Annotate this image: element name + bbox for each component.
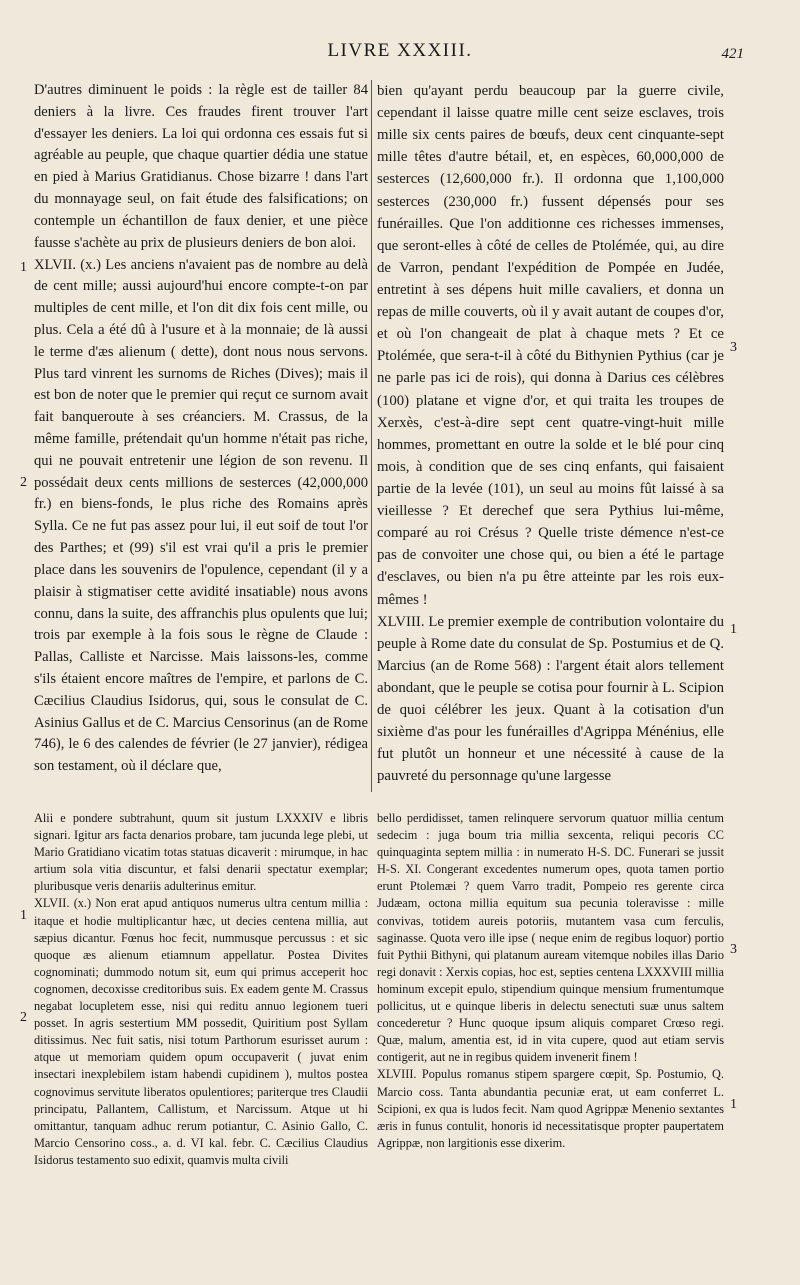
margin-number: 3 bbox=[730, 340, 737, 355]
french-text-right-column bbox=[377, 80, 724, 792]
page-number: 421 bbox=[721, 46, 744, 62]
latin-text-right-column bbox=[377, 810, 724, 1205]
latin-paragraph-section-47: XLVII. (x.) Non erat apud antiquos numerus ultra centum millia : itaque et hodie multiplicantur hæc, ut decies centena millia, aut sæpius dicantur. Fœnus hoc fecit, nummusque percussus : et sic quoque æs alienum etiamnum appellatur. Postea Divites cognominati; dummodo notum sit, eum qui primus acceperit hoc cognomen, decoxisse creditoribus suis. Ex eadem gente M. Crassus negabat locupletem esse, nisi qui reditu annuo legionem tueri posset. In agris sestertium MM possedit, Quiritium post Syllam ditissimus. Nec fuit satis, nisi totum Parthorum esurisset aurum : atque ut memoriam quidem opum occupaverit ( juvat enim insectari inexplebilem istam habendi cupidinem ), multos postea cognovimus servitute liberatos opulentiores; pariterque tres Claudii principatu, Pallantem, Callistum, et Narcissum. Atque ut hi omittantur, tanquam adhuc rerum potiantur, C. Asinio Gallo, C. Marcio Censorino coss., a. d. VI kal. febr. C. Cæcilius Claudius Isidorus testamento suo edixit, quamvis multa civili bbox=[34, 896, 368, 1167]
french-paragraph: bien qu'ayant perdu beaucoup par la guerre civile, cependant il laisse quatre mille cent seize esclaves, trois mille six cents paires de bœufs, deux cent cinquante-sept mille têtes d'autre bétail, et, en espèces, 60,000,000 de sesterces (12,600,000 fr.). Il ordonna que 1,100,000 sesterces (230,000 fr.) fussent dépensés pour ses funérailles. Que l'on additionne ces richesses immenses, que seront-elles à côté de celles de Ptolémée, qui, au dire de Varron, pendant l'expédition de Pompée en Judée, entretint à ses dépens huit mille cavaliers, et donna un repas de mille couverts, où il y avait autant de coupes d'or, et où l'on changeait de plat à chaque mets ? Et ce Ptolémée, que sera-t-il à côté du Bithynien Pythius (car je ne parle pas ici de rois), qui donna à Darius ces célèbres (100) platane et vigne d'or, et qui traita les troupes de Xerxès, c'est-à-dire sept cent quatre-vingt-huit mille hommes, promettant en outre la solde et le blé pour cinq mois, à condition que de ses cinq enfants, qui faisaient partie de la levée (101), un seul au moins fût laissé à sa vieillesse ? Et derechef que sera Pythius lui-même, comparé au roi Crésus ? Quelle triste démence n'est-ce pas de convoiter une chose qui, ou bien a été le partage d'esclaves, ou bien n'a pu être atteinte par les rois eux-mêmes ! bbox=[377, 83, 724, 608]
latin-paragraph-section-48: XLVIII. Populus romanus stipem spargere cœpit, Sp. Postumio, Q. Marcio coss. Tanta abundantia pecuniæ erat, ut eam conferret L. Scipioni, ex qua is ludos fecit. Nam quod Agrippæ Menenio sextantes æris in funus contulit, honoris id necessitatisque propter paupertatem Agrippæ, non largitionis esse dixerim. bbox=[377, 1067, 724, 1150]
latin-paragraph: Alii e pondere subtrahunt, quum sit justum LXXXIV e libris signari. Igitur ars facta denarios probare, tam jucunda lege plebi, ut Mario Gratidiano vicatim totas statuas dicaverit : mirumque, in hac artium sola vitia discuntur, et falsi denarii spectatur exemplar; pluribusque veris denariis adulterinus emitur. bbox=[34, 811, 368, 894]
french-paragraph-section-47: XLVII. (x.) Les anciens n'avaient pas de nombre au delà de cent mille; aussi aujourd'hui encore compte-t-on par multiples de cent mille, et l'on dit dix fois cent mille, ou plus. Cela a été dû à l'usure et à la monnaie; de là aussi le terme d'æs alienum ( dette), dont nous nous servons. Plus tard vinrent les surnoms de Riches (Dives); mais il est bon de noter que le premier qui reçut ce surnom avait fait banqueroute à ses créanciers. M. Crassus, de la même famille, prétendait qu'un homme n'était pas riche, qui ne pouvait entretenir une légion de son revenu. Il possédait deux cents millions de sesterces (42,000,000 fr.) en biens-fonds, le plus riche des Romains après Sylla. Ce ne fut pas assez pour lui, il eut soif de tout l'or des Parthes; et (99) s'il est vrai qu'il a pris le premier place dans les souvenirs de l'opulence, cependant (il y a plaisir à stigmatiser cette avidité insatiable) nous avons connu, dans la suite, des affranchis plus opulents que lui; trois par exemple à la fois sous le règne de Claude : Pallas, Calliste et Narcisse. Mais laissons-les, comme s'ils étaient encore maîtres de l'empire, et parlons de C. Cæcilius Claudius Isidorus, qui, sous le consulat de C. Asinius Gallus et de C. Marcius Censorinus (an de Rome 746), le 6 des calendes de février (le 27 janvier), rédigea son testament, où il déclare que, bbox=[34, 256, 368, 775]
latin-text-left-column bbox=[34, 810, 368, 1205]
margin-number: 2 bbox=[20, 1010, 27, 1025]
running-title: LIVRE XXXIII. bbox=[327, 40, 473, 61]
french-paragraph-section-48: XLVIII. Le premier exemple de contribution volontaire du peuple à Rome date du consulat de Sp. Postumius et de Q. Marcius (an de Rome 568) : l'argent était alors tellement abondant, que le peuple se cotisa pour fournir à L. Scipion de quoi célébrer les jeux. Quant à la cotisation d'un sixième d'as pour les funérailles d'Agrippa Ménénius, elle fut plutôt un honneur et une nécessité à cause de la pauvreté du personnage qu'une largesse bbox=[377, 613, 724, 785]
margin-number: 3 bbox=[730, 942, 737, 957]
page-header bbox=[0, 40, 800, 66]
margin-number: 1 bbox=[730, 622, 737, 637]
french-text-left-column bbox=[34, 80, 368, 792]
column-divider bbox=[371, 80, 372, 792]
margin-number: 1 bbox=[730, 1097, 737, 1112]
margin-number: 1 bbox=[20, 260, 27, 275]
latin-paragraph: bello perdidisset, tamen relinquere servorum quatuor millia centum sedecim : juga boum tria millia sexcenta, reliqui pecoris CC quinquaginta septem millia : in numerato H-S. DC. Funerari se jussit H-S. XI. Congerant excedentes numerum opes, quota tamen portio erunt Ptolemæi ? quem Varro tradit, Pompeio res gerente circa Judæam, octona millia equitum sua pecunia toleravisse : mille convivas, totidem aureis potoriis, mutantem vasa cum ferculis, saginasse. Quota vero ille ipse ( neque enim de regibus loquor) portio fuit Pythii Bithyni, qui platanum auream vitemque nobiles illas Dario regi donavit : Xerxis copias, hoc est, septies centena LXXXVIII millia hominum excepit epulo, stipendium quinque mensium frumentumque pollicitus, ut e quinque liberis in delectu senectuti suæ unus saltem concederetur ? Hunc quoque ipsum aliquis comparet Crœso regi. Quæ, malum, amentia est, id in vita cupere, quod aut etiam servis contigerit, aut ne in regibus quidem invenerit finem ! bbox=[377, 811, 724, 1065]
french-paragraph: D'autres diminuent le poids : la règle est de tailler 84 deniers à la livre. Ces fraudes firent trouver l'art d'essayer les deniers. La loi qui ordonna ces essais fut si agréable au peuple, que chaque quartier dédia une statue en pied à Marius Gratidianus. Chose bizarre ! dans l'art du monnayage seul, on fait étude des falsifications; on contemple un échantillon de faux denier, et une pièce fausse s'achète au prix de plusieurs deniers de bon aloi. bbox=[34, 82, 368, 251]
margin-number: 1 bbox=[20, 908, 27, 923]
margin-number: 2 bbox=[20, 475, 27, 490]
